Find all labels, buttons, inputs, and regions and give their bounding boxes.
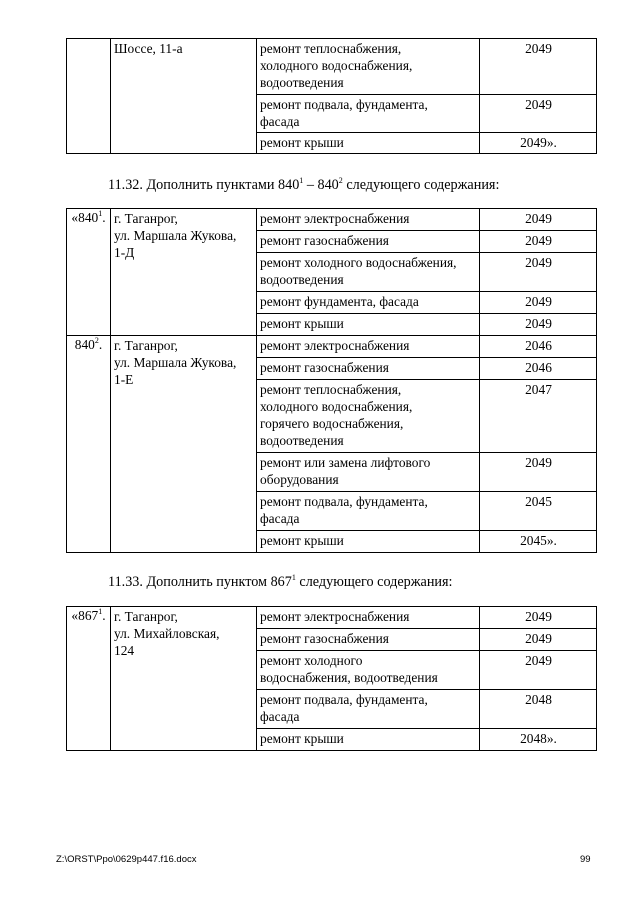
work-cell	[257, 133, 480, 154]
number-cell	[67, 336, 111, 553]
heading-text: следующего содержания:	[342, 177, 500, 193]
year-cell: 2049	[480, 651, 597, 690]
work-text: ремонт крыши	[260, 135, 344, 150]
work-text: ремонт газоснабжения	[260, 233, 389, 248]
address-cell	[111, 336, 257, 553]
work-cell	[257, 380, 480, 453]
address-cell	[111, 39, 257, 154]
work-text: ремонт крыши	[260, 533, 344, 548]
year-cell: 2048	[480, 690, 597, 729]
work-cell	[257, 690, 480, 729]
heading-superscript: 1	[299, 176, 304, 185]
year-cell: 2049	[480, 209, 597, 231]
year-cell: 2049	[480, 231, 597, 253]
work-cell	[257, 651, 480, 690]
address-text: г. Таганрог, ул. Михайловская, 124	[114, 609, 220, 658]
work-cell	[257, 209, 480, 231]
year-cell: 2049	[480, 314, 597, 336]
item-number: 840	[74, 337, 95, 352]
address-text: г. Таганрог, ул. Маршала Жукова, 1-Е	[114, 338, 237, 387]
work-cell	[257, 492, 480, 531]
work-text: ремонт электроснабжения	[260, 211, 410, 226]
work-cell	[257, 39, 480, 95]
section-heading-11-33	[108, 573, 453, 591]
year-cell: 2049	[480, 95, 597, 133]
work-cell	[257, 292, 480, 314]
year-cell: 2049	[480, 39, 597, 95]
work-text: ремонт теплоснабжения, холодного водоснабжения, водоотведения	[260, 41, 413, 90]
item-number: «867	[71, 608, 99, 623]
number-cell	[67, 39, 111, 154]
item-number-superscript: 2	[94, 336, 99, 345]
page-number: 99	[580, 854, 591, 865]
work-cell	[257, 729, 480, 751]
item-number-superscript: 1	[98, 209, 103, 218]
year-cell: 2049	[480, 292, 597, 314]
work-text: ремонт теплоснабжения, холодного водоснабжения, горячего водоснабжения, водоотведения	[260, 382, 413, 448]
address-cell	[111, 607, 257, 751]
heading-text: 11.33. Дополнить пунктом 867	[108, 574, 292, 590]
year-cell: 2049».	[480, 133, 597, 154]
year-cell: 2045	[480, 492, 597, 531]
heading-text: – 840	[303, 177, 339, 193]
item-number-dot: .	[102, 210, 106, 225]
year-cell: 2049	[480, 453, 597, 492]
number-cell	[67, 209, 111, 336]
continued-table	[66, 38, 597, 154]
heading-superscript: 1	[291, 573, 296, 582]
heading-text: следующего содержания:	[295, 574, 453, 590]
item-number-dot: .	[102, 608, 106, 623]
work-cell	[257, 314, 480, 336]
year-cell: 2046	[480, 358, 597, 380]
year-cell: 2049	[480, 629, 597, 651]
work-cell	[257, 629, 480, 651]
work-cell	[257, 358, 480, 380]
file-path: Z:\ORST\Ppo\0629p447.f16.docx	[56, 854, 197, 865]
work-text: ремонт подвала, фундамента, фасада	[260, 692, 428, 724]
work-text: ремонт газоснабжения	[260, 360, 389, 375]
table-row	[67, 336, 597, 358]
work-text: ремонт подвала, фундамента, фасада	[260, 494, 428, 526]
work-cell	[257, 336, 480, 358]
work-cell	[257, 453, 480, 492]
work-text: ремонт электроснабжения	[260, 609, 410, 624]
heading-text: 11.32. Дополнить пунктами 840	[108, 177, 300, 193]
items-867-table	[66, 606, 597, 751]
items-840-table	[66, 208, 597, 553]
work-text: ремонт холодного водоснабжения, водоотведения	[260, 653, 438, 685]
item-number-dot: .	[98, 337, 103, 352]
item-number: «840	[71, 210, 99, 225]
work-text: ремонт газоснабжения	[260, 631, 389, 646]
work-text: ремонт крыши	[260, 731, 344, 746]
year-cell: 2049	[480, 253, 597, 292]
work-cell	[257, 231, 480, 253]
work-cell	[257, 531, 480, 553]
work-text: ремонт фундамента, фасада	[260, 294, 419, 309]
table-row	[67, 39, 597, 95]
work-text: ремонт крыши	[260, 316, 344, 331]
heading-superscript: 2	[338, 176, 343, 185]
year-cell: 2048».	[480, 729, 597, 751]
year-cell: 2049	[480, 607, 597, 629]
number-cell	[67, 607, 111, 751]
work-text: ремонт подвала, фундамента, фасада	[260, 97, 428, 129]
year-cell: 2046	[480, 336, 597, 358]
address-text: Шоссе, 11-а	[114, 41, 183, 56]
work-text: ремонт холодного водоснабжения, водоотведения	[260, 255, 457, 287]
work-cell	[257, 253, 480, 292]
work-text: ремонт или замена лифтового оборудования	[260, 455, 431, 487]
address-cell	[111, 209, 257, 336]
work-cell	[257, 607, 480, 629]
table-row	[67, 607, 597, 629]
year-cell: 2045».	[480, 531, 597, 553]
year-cell: 2047	[480, 380, 597, 453]
address-text: г. Таганрог, ул. Маршала Жукова, 1-Д	[114, 211, 237, 260]
section-heading-11-32	[108, 176, 499, 194]
item-number-superscript: 1	[98, 607, 103, 616]
table-row	[67, 209, 597, 231]
work-cell	[257, 95, 480, 133]
work-text: ремонт электроснабжения	[260, 338, 410, 353]
